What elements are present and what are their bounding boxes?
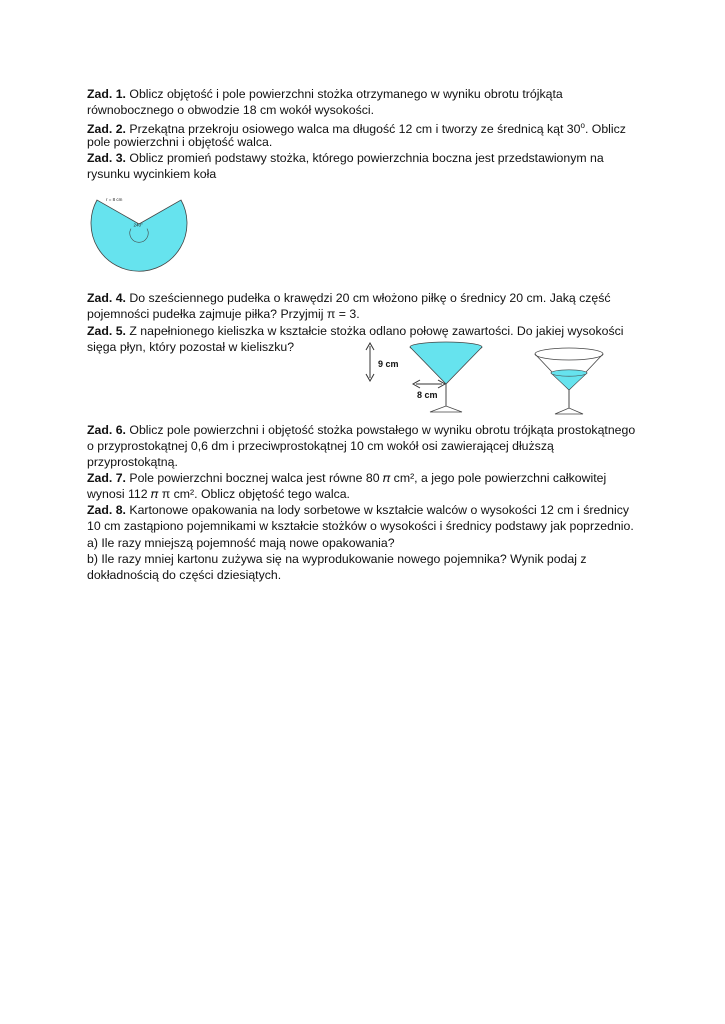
task-8-line-3: a) Ile razy mniejszą pojemność mają nowe opakowania? xyxy=(87,536,395,550)
task-3-line-2: rysunku wycinkiem koła xyxy=(87,167,217,181)
task-4-line-1: Zad. 4. Do sześciennego pudełka o krawędzi 20 cm włożono piłkę o średnicy 20 cm. Jaką część xyxy=(87,291,611,305)
task-6-line-3: przyprostokątną. xyxy=(87,455,178,469)
task-1-line-2: równobocznego o obwodzie 18 cm wokół wysokości. xyxy=(87,103,375,117)
task-7-line-1: Zad. 7. Pole powierzchni bocznej walca jest równe 80 𝜋 cm², a jego pole powierzchni całkowitej xyxy=(87,471,607,485)
height-label: 9 cm xyxy=(378,359,399,369)
task-6-line-1: Zad. 6. Oblicz pole powierzchni i objętość stożka powstałego w wyniku obrotu trójkąta prostokątnego xyxy=(87,423,636,437)
task-5-line-1: Zad. 5. Z napełnionego kieliszka w kształcie stożka odlano połowę zawartości. Do jakiej wysokości xyxy=(87,324,624,338)
glass-rim xyxy=(535,348,603,360)
liquid-surface xyxy=(551,370,587,376)
task-2-line-1: Zad. 2. Przekątna przekroju osiowego walca ma długość 12 cm i tworzy ze średnicą kąt 30$^o$. Oblicz xyxy=(87,121,626,137)
angle-label: 240° xyxy=(133,222,143,228)
task-4-line-2: pojemności pudełka zajmuje piłka? Przyjmij π = 3. xyxy=(87,307,360,321)
task-5-line-2: sięga płyn, który pozostał w kieliszku? xyxy=(87,340,295,354)
radius-label: 8 cm xyxy=(417,390,438,400)
task-1-line-1: Zad. 1. Oblicz objętość i pole powierzchni stożka otrzymanego w wyniku obrotu trójkąta xyxy=(87,87,563,101)
glass-base xyxy=(555,408,583,414)
task-8-line-5: dokładnością do części dziesiątych. xyxy=(87,568,282,582)
full-glass-figure xyxy=(360,340,490,418)
task-8-line-4: b) Ile razy mniej kartonu zużywa się na wyprodukowanie nowego pojemnika? Wynik podaj z xyxy=(87,552,587,566)
task-3-line-1: Zad. 3. Oblicz promień podstawy stożka, którego powierzchnia boczna jest przedstawionym na xyxy=(87,151,604,165)
radius-label: r = 8 cm xyxy=(106,197,123,202)
task-8-line-2: 10 cm zastąpiono pojemnikami w kształcie stożków o wysokości i średnicy podstawy jak poprzednio. xyxy=(87,519,634,533)
half-glass-figure xyxy=(526,340,612,418)
task-8-line-1: Zad. 8. Kartonowe opakowania na lody sorbetowe w kształcie walców o wysokości 12 cm i średnicy xyxy=(87,503,629,517)
glass-cone xyxy=(410,347,482,384)
sector-figure xyxy=(84,184,194,280)
circle-sector xyxy=(91,200,187,271)
glass-base xyxy=(430,406,462,412)
task-2-line-2: pole powierzchni i objętość walca. xyxy=(87,135,273,149)
task-7-line-2: wynosi 112 𝜋 π cm². Oblicz objętość tego walca. xyxy=(87,487,350,501)
task-6-line-2: o przyprostokątnej 0,6 dm i przeciwprostokątnej 10 cm wokół osi zawierającej dłuższą xyxy=(87,439,554,453)
